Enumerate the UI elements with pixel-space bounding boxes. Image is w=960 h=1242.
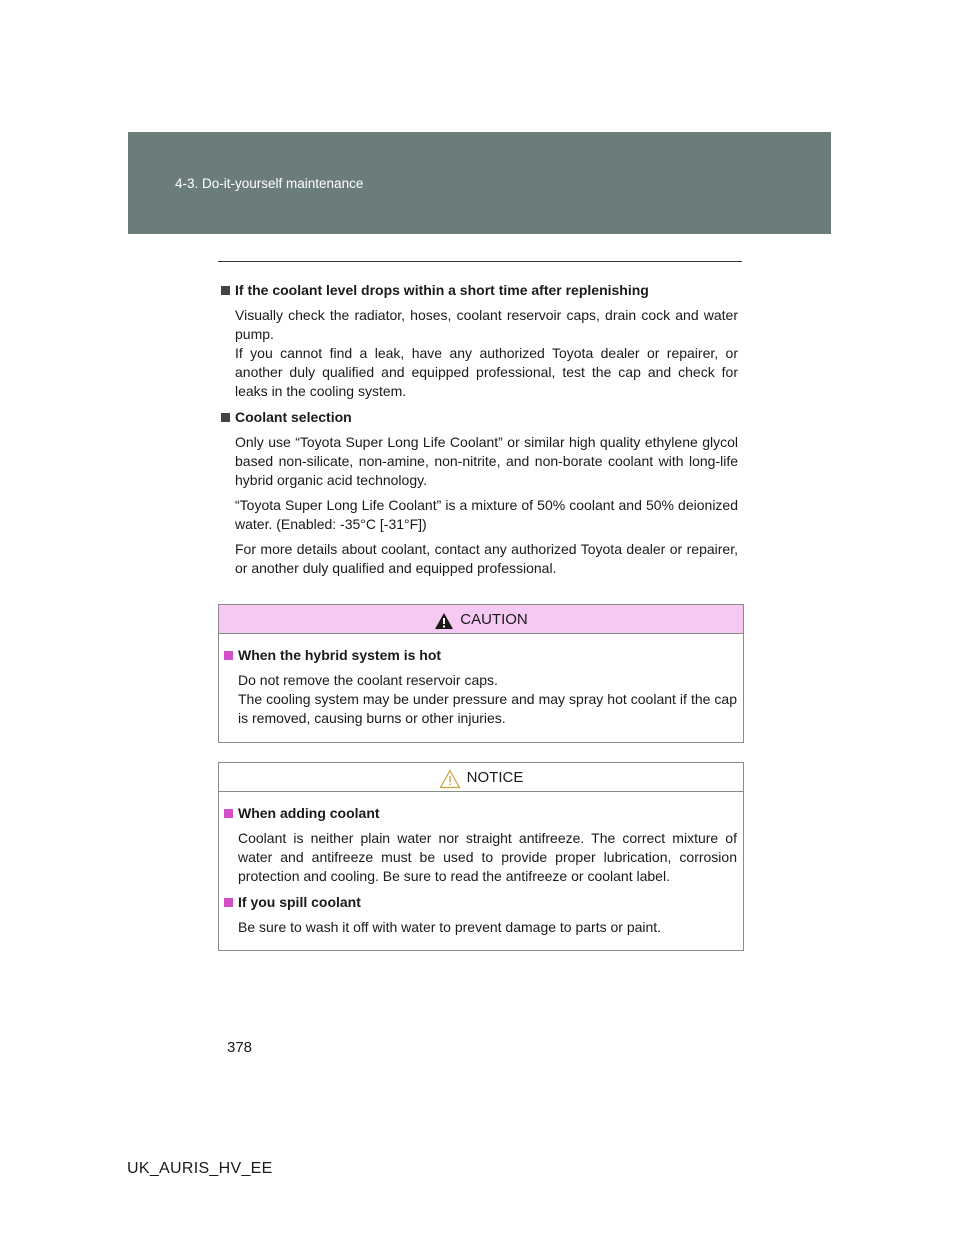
info-content — [220, 281, 738, 585]
page-number: 378 — [227, 1039, 253, 1056]
square-bullet-icon — [224, 651, 233, 660]
paragraph: Only use “Toyota Super Long Life Coolant” or similar high quality ethylene glycol based non-silicate, non-amine, non-nitrite, and non-borate coolant with long-life hybrid organic acid technology. — [235, 434, 738, 488]
caution-title: CAUTION — [460, 610, 528, 628]
paragraph: For more details about coolant, contact any authorized Toyota dealer or repairer, or another duly qualified and equipped professional. — [235, 541, 738, 576]
square-bullet-icon — [221, 413, 230, 422]
warning-icon — [434, 612, 454, 630]
section-heading: If the coolant level drops within a short time after replenishing — [235, 282, 649, 298]
notice-header — [219, 763, 743, 792]
square-bullet-icon — [224, 809, 233, 818]
paragraph: If you cannot find a leak, have any authorized Toyota dealer or repairer, or another duly qualified and equipped professional, test the cap and check for leaks in the cooling system. — [235, 345, 738, 399]
caution-line: Do not remove the coolant reservoir caps. — [238, 672, 498, 688]
notice-item — [223, 804, 737, 886]
square-bullet-icon — [221, 286, 230, 295]
section-heading: Coolant selection — [235, 409, 352, 425]
caution-box — [218, 604, 744, 743]
chapter-header-band — [128, 132, 831, 234]
info-section-coolant-selection — [220, 408, 738, 578]
caution-header — [219, 605, 743, 634]
notice-item — [223, 893, 737, 937]
caution-line: The cooling system may be under pressure and may spray hot coolant if the cap is removed, causing burns or other injuries. — [238, 691, 737, 726]
notice-heading: When adding coolant — [238, 805, 380, 821]
caution-heading: When the hybrid system is hot — [238, 647, 442, 663]
paragraph: Visually check the radiator, hoses, coolant reservoir caps, drain cock and water pump. — [235, 307, 738, 342]
notice-warning-icon — [439, 769, 461, 789]
notice-box — [218, 762, 744, 951]
paragraph: “Toyota Super Long Life Coolant” is a mixture of 50% coolant and 50% deionized water. (Enabled: -35°C [-31°F]) — [235, 497, 738, 532]
notice-text: Coolant is neither plain water nor straight antifreeze. The correct mixture of water and antifreeze must be used to provide proper lubrication, corrosion protection and cooling. Be sure to read the antifreeze or coolant label. — [238, 830, 737, 884]
section-title: 4-3. Do-it-yourself maintenance — [175, 176, 364, 191]
footer-code: UK_AURIS_HV_EE — [127, 1160, 273, 1177]
notice-text: Be sure to wash it off with water to prevent damage to parts or paint. — [238, 919, 662, 935]
info-section-leak — [220, 281, 738, 401]
top-rule — [218, 261, 742, 262]
square-bullet-icon — [224, 898, 233, 907]
notice-title: NOTICE — [466, 768, 524, 786]
notice-heading: If you spill coolant — [238, 894, 361, 910]
